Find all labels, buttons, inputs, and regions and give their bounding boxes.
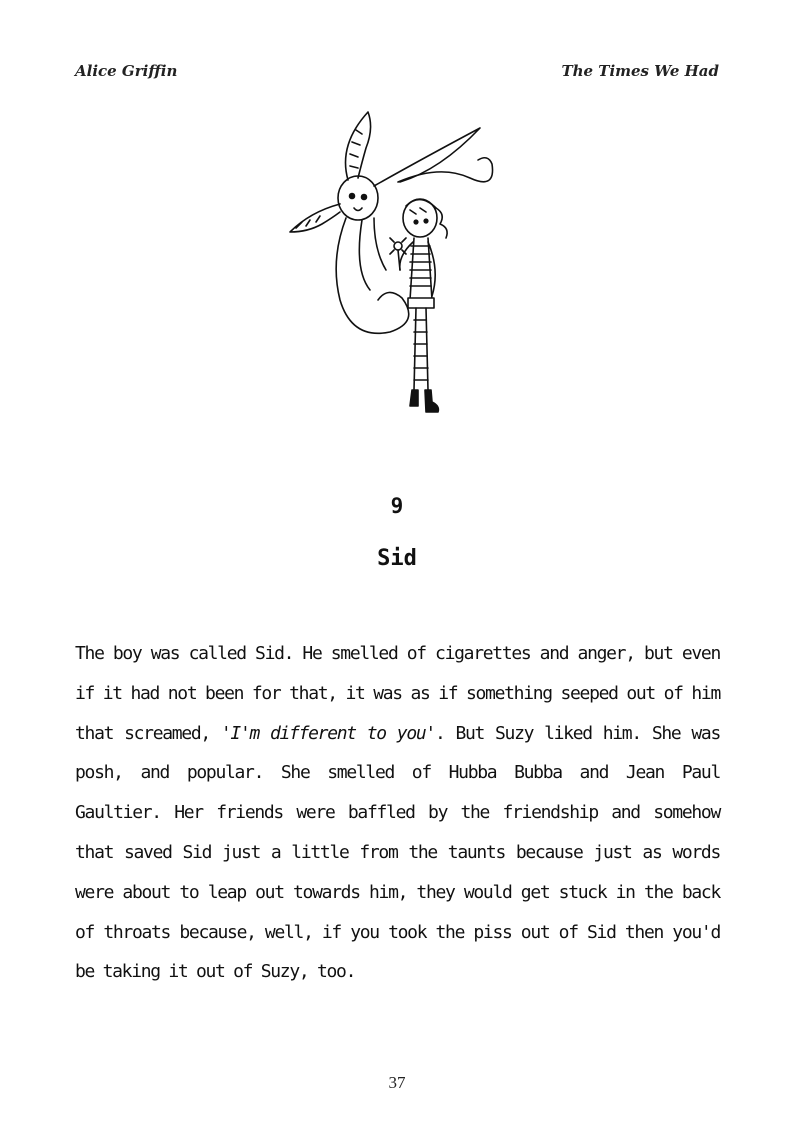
- page-number: 37: [388, 1073, 406, 1092]
- header-author: Alice Griffin: [75, 62, 178, 80]
- body-text-part2: . But Suzy liked him. She was posh, and popular. She smelled of Hubba Bubba and Jean Paul Gaultier. Her friends were baffled by the friendship and somehow that saved Sid just a little from the taunts because just as words were about to leap out towards him, they would get stuck in the back of throats because, well, if you took the piss out of Sid then you'd be taking it out of Suzy, too.: [75, 722, 721, 983]
- body-quote: 'I'm different to you': [220, 722, 435, 744]
- body-paragraph: [75, 634, 720, 992]
- girl-figure: [390, 199, 447, 412]
- bird-figure: [290, 112, 493, 333]
- body-text-part1: The boy was called Sid. He smelled of cigarettes and anger, but even if it had not been for that, it was as if something seeped out of him that screamed,: [75, 643, 720, 744]
- chapter-illustration: [270, 100, 530, 430]
- running-header: [75, 62, 719, 86]
- header-book-title: The Times We Had: [561, 62, 719, 80]
- chapter-title: Sid: [377, 546, 417, 571]
- chapter-number: 9: [390, 494, 404, 518]
